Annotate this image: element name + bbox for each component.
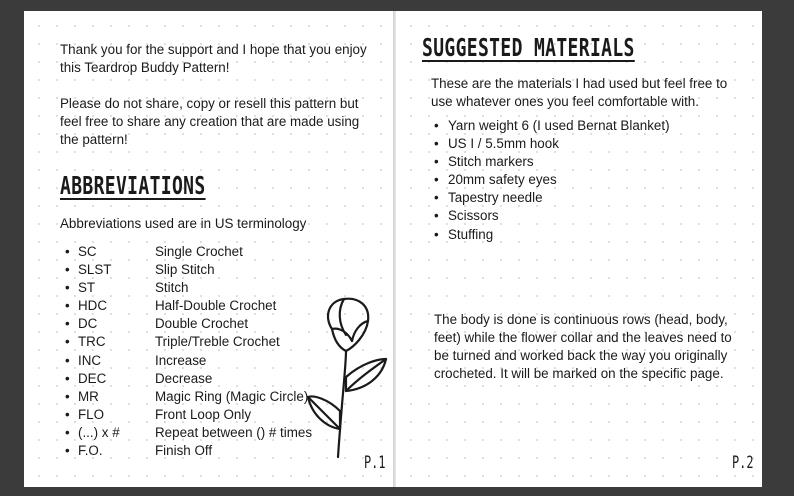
bullet-icon: • xyxy=(434,208,439,224)
bullet-icon: • xyxy=(434,190,439,206)
abbreviation-meaning: Stitch xyxy=(155,280,189,296)
page-number-1: P.1 xyxy=(364,453,386,473)
material-item xyxy=(434,117,670,135)
materials-list xyxy=(434,117,670,244)
bullet-icon: • xyxy=(65,388,70,404)
abbreviations-heading: ABBREVIATIONS xyxy=(60,171,206,200)
material-label: US I / 5.5mm hook xyxy=(448,136,559,152)
abbreviation-meaning: Slip Stitch xyxy=(155,262,215,278)
abbreviation-code: TRC xyxy=(78,334,106,350)
bullet-icon: • xyxy=(65,406,70,422)
abbreviations-subtitle: Abbreviations used are in US terminology xyxy=(60,216,307,231)
abbreviation-code: INC xyxy=(78,352,102,368)
abbreviation-item xyxy=(60,243,312,261)
abbreviation-meaning: Single Crochet xyxy=(155,244,243,259)
material-item xyxy=(434,207,670,225)
intro-text xyxy=(60,41,370,167)
abbreviation-code: SC xyxy=(78,244,97,259)
abbreviation-meaning: Front Loop Only xyxy=(155,406,252,422)
bullet-icon: • xyxy=(434,154,439,170)
materials-intro: These are the materials I had used but feel free to use whatever ones you feel comfortable with. xyxy=(431,76,728,109)
intro-paragraph-thanks: Thank you for the support and I hope that you enjoy this Teardrop Buddy Pattern! xyxy=(60,42,367,75)
bullet-icon: • xyxy=(65,424,70,440)
abbreviation-code: DC xyxy=(78,316,98,332)
bullet-icon: • xyxy=(65,280,70,296)
page-2 xyxy=(396,11,762,487)
material-label: 20mm safety eyes xyxy=(448,172,557,188)
materials-heading: SUGGESTED MATERIALS xyxy=(422,33,635,62)
bullet-icon: • xyxy=(434,172,439,188)
material-label: Tapestry needle xyxy=(448,190,543,206)
abbreviation-code: MR xyxy=(78,388,99,404)
abbreviation-item xyxy=(60,261,312,279)
abbreviation-item xyxy=(60,297,312,315)
page-1 xyxy=(24,11,394,487)
bullet-icon: • xyxy=(65,298,70,314)
abbreviation-code: SLST xyxy=(78,262,112,278)
abbreviation-item xyxy=(60,279,312,297)
abbreviation-item xyxy=(60,315,312,333)
bullet-icon: • xyxy=(65,262,70,278)
flower-illustration xyxy=(302,287,402,467)
material-item xyxy=(434,226,670,244)
construction-note: The body is done is continuous rows (head, body, feet) while the flower collar and the leaves need to be turned and worked back the way you originally crocheted. It will be marked on the specific page. xyxy=(434,312,732,381)
abbreviation-code: FLO xyxy=(78,406,105,422)
abbreviation-code: ST xyxy=(78,280,96,296)
material-label: Scissors xyxy=(448,208,499,224)
abbreviation-meaning: Decrease xyxy=(155,370,213,386)
abbreviation-item xyxy=(60,424,312,442)
abbreviation-code: DEC xyxy=(78,370,107,386)
material-item xyxy=(434,171,670,189)
abbreviation-meaning: Half-Double Crochet xyxy=(155,298,277,314)
abbreviation-meaning: Finish Off xyxy=(155,443,213,459)
abbreviation-meaning: Increase xyxy=(155,352,207,368)
abbreviation-code: (...) x # xyxy=(78,424,120,440)
material-label: Yarn weight 6 (I used Bernat Blanket) xyxy=(448,118,670,133)
abbreviation-item xyxy=(60,352,312,370)
abbreviation-item xyxy=(60,406,312,424)
bullet-icon: • xyxy=(434,118,439,133)
abbreviation-item xyxy=(60,388,312,406)
material-item xyxy=(434,153,670,171)
bullet-icon: • xyxy=(65,443,70,459)
bullet-icon: • xyxy=(434,136,439,152)
abbreviation-item xyxy=(60,333,312,351)
abbreviation-meaning: Double Crochet xyxy=(155,316,249,332)
abbreviations-list xyxy=(60,243,312,460)
material-label: Stuffing xyxy=(448,226,494,242)
intro-paragraph-sharing: Please do not share, copy or resell this pattern but feel free to share any creation that are made using the pattern! xyxy=(60,96,360,147)
bullet-icon: • xyxy=(65,334,70,350)
abbreviation-code: HDC xyxy=(78,298,108,314)
bullet-icon: • xyxy=(65,352,70,368)
bullet-icon: • xyxy=(65,316,70,332)
material-label: Stitch markers xyxy=(448,154,534,170)
bullet-icon: • xyxy=(434,226,439,242)
bullet-icon: • xyxy=(65,244,70,259)
abbreviation-meaning: Magic Ring (Magic Circle) xyxy=(155,388,309,404)
bullet-icon: • xyxy=(65,370,70,386)
abbreviation-meaning: Repeat between () # times xyxy=(155,424,313,440)
material-item xyxy=(434,189,670,207)
abbreviation-code: F.O. xyxy=(78,443,103,459)
material-item xyxy=(434,135,670,153)
page-number-2: P.2 xyxy=(732,453,754,473)
abbreviation-item xyxy=(60,370,312,388)
abbreviation-item xyxy=(60,442,312,460)
abbreviation-meaning: Triple/Treble Crochet xyxy=(155,334,280,350)
